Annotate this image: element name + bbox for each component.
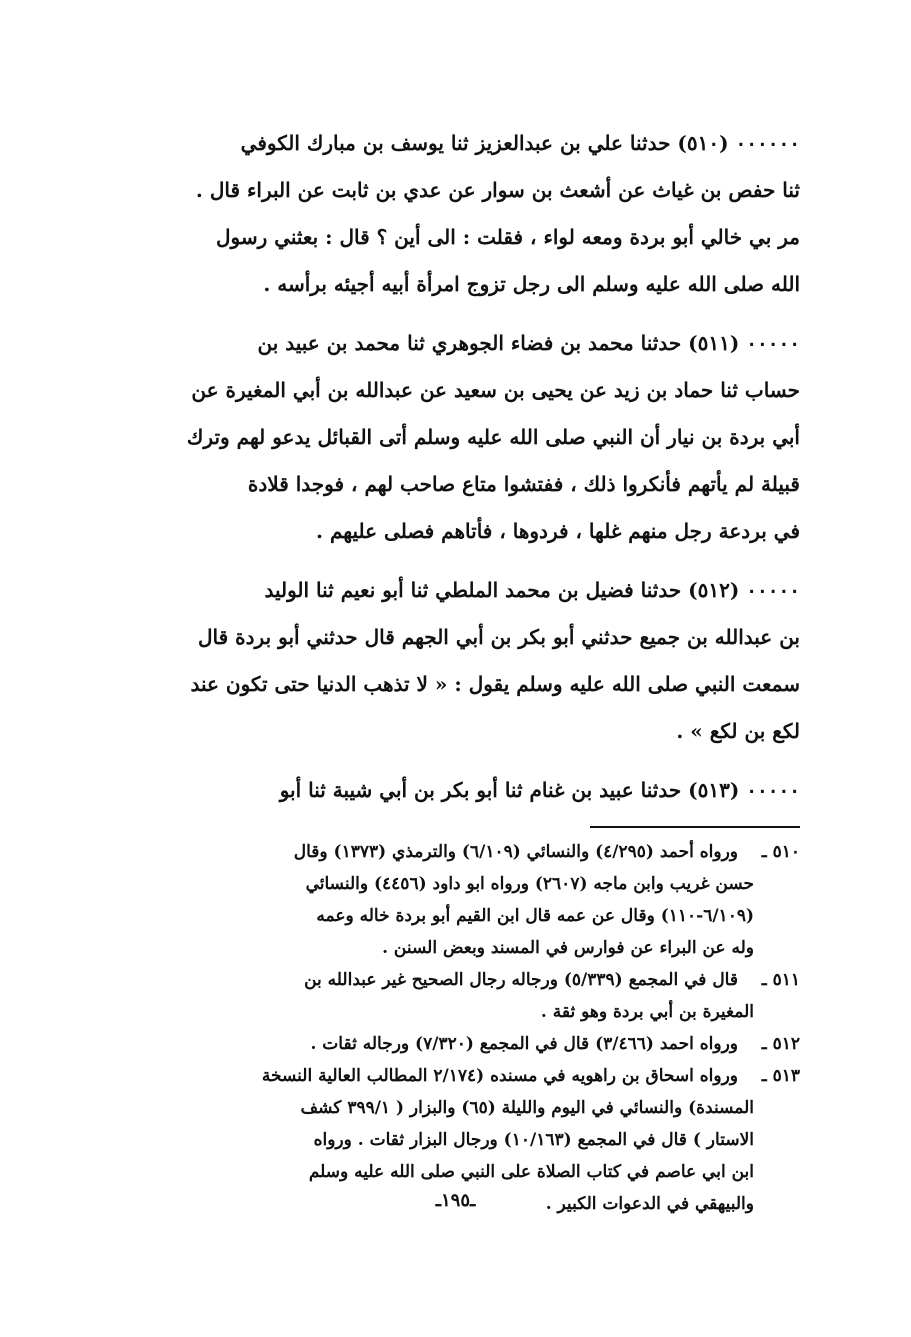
footnote-number: ٥١٠ ـ	[761, 842, 800, 862]
footnote-divider	[590, 826, 800, 828]
text-line: قبيلة لم يأتهم فأنكروا ذلك ، ففتشوا متاع صاحب لهم ، فوجدا قلادة	[247, 472, 800, 496]
hadith-513	[70, 767, 800, 814]
book-page	[70, 120, 800, 1220]
footnote-number: ٥١١ ـ	[761, 970, 800, 990]
hadith-512	[70, 567, 800, 755]
text-line: ٠٠٠٠٠ (٥١٣) حدثنا عبيد بن غنام ثنا أبو بكر بن أبي شيبة ثنا أبو	[279, 778, 800, 802]
footnote-line: ورواه احمد (٣/٤٦٦) قال في المجمع (٧/٣٢٠) ورجاله ثقات .	[310, 1034, 738, 1054]
text-line: ٠٠٠٠٠ (٥١٢) حدثنا فضيل بن محمد الملطي ثنا أبو نعيم ثنا الوليد	[264, 578, 800, 602]
text-line: الله صلى الله عليه وسلم الى رجل تزوج امرأة أبيه أجيئه برأسه .	[263, 272, 800, 296]
footnote-line: المغيرة بن أبي بردة وهو ثقة .	[540, 1002, 754, 1022]
text-line: سمعت النبي صلى الله عليه وسلم يقول : « لا تذهب الدنيا حتى تكون عند	[190, 672, 800, 696]
text-line: مر بي خالي أبو بردة ومعه لواء ، فقلت : الى أين ؟ قال : بعثني رسول	[215, 225, 800, 249]
footnote-line: المسندة) والنسائي في اليوم والليلة (٦٥) والبزار ( ٣٩٩/١ كشف	[300, 1098, 754, 1118]
hadith-510	[70, 120, 800, 308]
footnote-line: ورواه أحمد (٤/٢٩٥) والنسائي (٦/١٠٩) والترمذي (١٣٧٣) وقال	[293, 842, 738, 862]
footnote-number: ٥١٣ ـ	[761, 1066, 800, 1086]
text-line: ٠٠٠٠٠ (٥١١) حدثنا محمد بن فضاء الجوهري ثنا محمد بن عبيد بن	[257, 331, 800, 355]
hadith-511	[70, 320, 800, 555]
text-line: في بردعة رجل منهم غلها ، فردوها ، فأتاهم فصلى عليهم .	[316, 519, 800, 543]
footnote-line: ورواه اسحاق بن راهويه في مسنده (٢/١٧٤ المطالب العالية النسخة	[261, 1066, 738, 1086]
footnotes	[70, 836, 800, 1220]
text-line: ثنا حفص بن غياث عن أشعث بن سوار عن عدي بن ثابت عن البراء قال .	[195, 178, 800, 202]
footnote-512	[70, 1028, 800, 1060]
footnote-number: ٥١٢ ـ	[761, 1034, 800, 1054]
footnote-line: قال في المجمع (٥/٣٣٩) ورجاله رجال الصحيح غير عبدالله بن	[304, 970, 738, 990]
text-line: بن عبدالله بن جميع حدثني أبو بكر بن أبي الجهم قال حدثني أبو بردة قال	[198, 625, 800, 649]
page-number: ـ١٩٥ـ	[435, 1190, 476, 1211]
footnote-511	[70, 964, 800, 1028]
text-line: لكع بن لكع » .	[676, 719, 800, 743]
footnote-line: (٦/١٠٩-١١٠) وقال عن عمه قال ابن القيم أبو بردة خاله وعمه	[316, 906, 754, 926]
footnote-line: ابن ابي عاصم في كتاب الصلاة على النبي صلى الله عليه وسلم	[308, 1162, 754, 1182]
text-line: حساب ثنا حماد بن زيد عن يحيى بن سعيد عن عبدالله بن أبي المغيرة عن	[191, 378, 800, 402]
footnote-510	[70, 836, 800, 964]
text-line: ٠٠٠٠٠٠ (٥١٠) حدثنا علي بن عبدالعزيز ثنا يوسف بن مبارك الكوفي	[240, 131, 800, 155]
footnote-line: حسن غريب وابن ماجه (٢٦٠٧) ورواه ابو داود (٤٤٥٦) والنسائي	[305, 874, 754, 894]
footnote-line: وله عن البراء عن فوارس في المسند وبعض السنن .	[382, 938, 754, 958]
footnote-line: والبيهقي في الدعوات الكبير .	[545, 1194, 754, 1214]
main-text	[70, 120, 800, 814]
text-line: أبي بردة بن نيار أن النبي صلى الله عليه وسلم أتى القبائل يدعو لهم وترك	[186, 425, 800, 449]
footnote-line: الاستار ) قال في المجمع (١٠/١٦٣) ورجال البزار ثقات . ورواه	[313, 1130, 754, 1150]
